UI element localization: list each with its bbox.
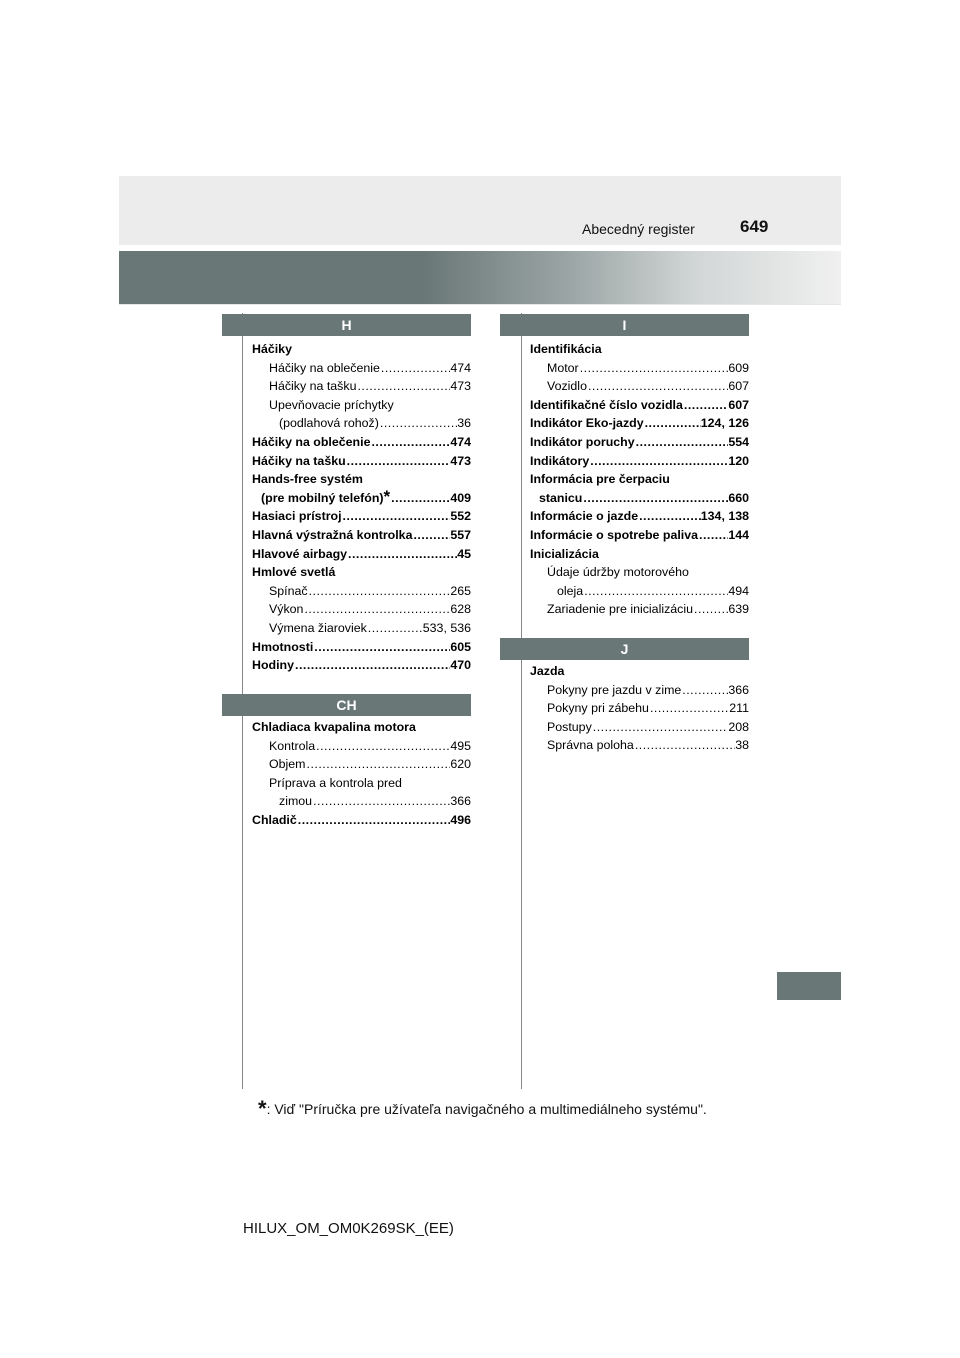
dot-leader (294, 656, 450, 675)
index-entry (252, 811, 471, 830)
index-entry (252, 737, 471, 756)
index-entry-term: Chladiaca kvapalina motora (252, 720, 416, 734)
index-entry (530, 681, 749, 700)
index-entry (530, 736, 749, 755)
index-entry (252, 433, 471, 452)
index-entry (252, 396, 471, 415)
dot-leader (681, 681, 728, 700)
index-entry-page: 552 (450, 509, 471, 524)
index-entry-page: 134, 138 (700, 509, 749, 524)
index-entry-term: Pokyny pri zábehu (547, 701, 649, 716)
index-entry-term: Identifikačné číslo vozidla (530, 397, 683, 412)
page-number: 649 (740, 217, 769, 236)
index-entry-page: 120 (728, 453, 749, 468)
index-entry-page: 607 (728, 379, 749, 394)
index-entry (530, 507, 749, 526)
index-entry (252, 359, 471, 378)
section-header-h: H (222, 314, 471, 336)
index-entry-term: Indikátor Eko-jazdy (530, 416, 644, 431)
index-entry (530, 718, 749, 737)
index-entry (530, 452, 749, 471)
dot-leader (356, 377, 450, 396)
index-entry-term: Zariadenie pre inicializáciu (547, 602, 694, 617)
index-entry (530, 414, 749, 433)
index-entry (252, 656, 471, 675)
index-entry-term: Hodiny (252, 658, 294, 673)
index-list-ch (252, 718, 471, 830)
index-entry-page: 473 (450, 379, 471, 394)
section-header-j: J (500, 638, 749, 660)
dot-leader (346, 452, 451, 471)
index-entry (252, 414, 471, 433)
index-entry (530, 699, 749, 718)
index-entry-page: 124, 126 (700, 416, 749, 431)
index-entry-page: 533, 536 (422, 620, 471, 635)
index-entry-term: Indikátor poruchy (530, 434, 635, 449)
dot-leader (644, 414, 701, 433)
index-entry (530, 600, 749, 619)
index-entry-page: 470 (450, 658, 471, 673)
index-entry-term: Indikátory (530, 453, 590, 468)
index-entry (530, 470, 749, 489)
index-entry (530, 563, 749, 582)
index-entry-term: Pokyny pre jazdu v zime (547, 682, 682, 697)
dot-leader (380, 359, 450, 378)
index-entry (530, 377, 749, 396)
index-entry-term: Háčiky na oblečenie (269, 360, 380, 375)
index-entry (252, 470, 471, 489)
index-entry-page: 554 (728, 434, 749, 449)
index-entry-term: Hlavná výstražná kontrolka (252, 527, 413, 542)
dot-leader (649, 699, 729, 718)
index-entry (252, 507, 471, 526)
index-entry-page: 494 (728, 583, 749, 598)
decorative-gradient-bar (119, 251, 841, 304)
dot-leader (297, 811, 451, 830)
index-entry (530, 582, 749, 601)
index-entry-page: 628 (450, 602, 471, 617)
index-entry-term: stanicu (539, 490, 583, 505)
dot-leader (306, 755, 451, 774)
section-header-i: I (500, 314, 749, 336)
index-entry (530, 489, 749, 508)
index-entry-page: 607 (728, 397, 749, 412)
index-list-j (530, 662, 749, 755)
index-entry-page: 45 (457, 546, 471, 561)
index-entry-term: Informácie o jazde (530, 509, 639, 524)
right-column-rule (521, 313, 522, 1089)
dot-leader (347, 545, 457, 564)
index-entry-term: Hmotnosti (252, 639, 314, 654)
footnote-text: : Viď "Príručka pre užívateľa navigačného a multimediálneho systému". (266, 1101, 707, 1117)
index-entry-term: Informácie o spotrebe paliva (530, 527, 699, 542)
index-entry-page: 620 (450, 757, 471, 772)
index-entry-term: Správna poloha (547, 738, 634, 753)
index-entry (252, 718, 471, 737)
index-entry-page: 366 (450, 794, 471, 809)
index-entry (530, 340, 749, 359)
dot-leader (589, 452, 728, 471)
dot-leader (370, 433, 450, 452)
footnote (258, 1096, 707, 1122)
index-entry-term: Hlavové airbagy (252, 546, 348, 561)
dot-leader (367, 619, 423, 638)
header-band (119, 176, 841, 245)
index-entry-page: 474 (450, 360, 471, 375)
index-entry-page: 609 (728, 360, 749, 375)
index-entry-term: Údaje údržby motorového (547, 565, 689, 580)
dot-leader (315, 737, 450, 756)
index-entry-page: 639 (728, 602, 749, 617)
dot-leader (638, 507, 701, 526)
index-entry-term: Príprava a kontrola pred (269, 775, 402, 790)
dot-leader (583, 582, 728, 601)
index-entry-page: 366 (728, 682, 749, 697)
index-entry-term: Inicializácia (530, 546, 599, 561)
index-entry-page: 496 (450, 812, 471, 827)
dot-leader (635, 433, 729, 452)
index-entry-term: Informácia pre čerpaciu (530, 472, 670, 487)
index-entry-page: 38 (735, 738, 749, 753)
index-entry-term: Jazda (530, 664, 565, 678)
index-entry-term: (pre mobilný telefón) (261, 490, 384, 505)
index-entry (252, 340, 471, 359)
index-entry-term: Výkon (269, 602, 304, 617)
dot-leader (313, 638, 450, 657)
index-entry (252, 582, 471, 601)
index-entry-page: 474 (450, 434, 471, 449)
index-entry (530, 359, 749, 378)
index-entry (252, 545, 471, 564)
dot-leader (582, 489, 728, 508)
index-entry-term: Háčiky na tašku (252, 453, 346, 468)
dot-leader (342, 507, 451, 526)
index-entry (530, 396, 749, 415)
index-entry-term: Háčiky (252, 342, 292, 356)
index-entry-term: Hands-free systém (252, 472, 363, 487)
index-entry (252, 600, 471, 619)
index-entry-term: Objem (269, 757, 306, 772)
index-entry-page: 208 (728, 719, 749, 734)
dot-leader (390, 489, 450, 508)
index-entry-term: Hmlové svetlá (252, 565, 336, 580)
index-entry-page: 265 (450, 583, 471, 598)
index-entry-page: 409 (450, 490, 471, 505)
index-entry-page: 557 (450, 527, 471, 542)
dot-leader (587, 377, 728, 396)
index-entry-term: Vozidlo (547, 379, 587, 394)
running-header-title: Abecedný register (582, 221, 695, 237)
index-entry (252, 792, 471, 811)
index-entry (530, 526, 749, 545)
dot-leader (634, 736, 735, 755)
index-entry (530, 433, 749, 452)
index-entry-term: Kontrola (269, 738, 316, 753)
index-entry-term: Motor (547, 360, 579, 375)
index-entry (530, 662, 749, 681)
index-entry-page: 211 (729, 701, 749, 716)
index-entry-term: zimou (279, 794, 313, 809)
index-entry (252, 452, 471, 471)
index-list-h (252, 340, 471, 675)
index-entry-term: Háčiky na oblečenie (252, 434, 371, 449)
index-entry-term: Upevňovacie príchytky (269, 397, 394, 412)
divider (119, 304, 841, 305)
index-entry (252, 526, 471, 545)
dot-leader (412, 526, 450, 545)
index-entry-term: Výmena žiaroviek (269, 620, 367, 635)
dot-leader (308, 582, 451, 601)
index-entry (252, 638, 471, 657)
index-entry-term: Spínač (269, 583, 308, 598)
index-entry-page: 36 (457, 416, 471, 431)
index-entry-term: Hasiaci prístroj (252, 509, 342, 524)
index-entry-page: 144 (728, 527, 749, 542)
index-entry-term: Chladič (252, 812, 297, 827)
index-entry (530, 545, 749, 564)
index-list-i (530, 340, 749, 619)
index-entry: (pre mobilný telefón) * ..... 409 (252, 489, 471, 508)
index-entry-page: 605 (450, 639, 471, 654)
section-header-ch: CH (222, 694, 471, 716)
index-entry-term: Háčiky na tašku (269, 379, 357, 394)
footnote-marker: * (258, 1096, 267, 1121)
dot-leader (693, 600, 728, 619)
dot-leader (579, 359, 729, 378)
dot-leader (698, 526, 728, 545)
dot-leader (592, 718, 729, 737)
dot-leader (312, 792, 450, 811)
dot-leader (303, 600, 450, 619)
index-entry (252, 755, 471, 774)
dot-leader (379, 414, 457, 433)
document-code: HILUX_OM_OM0K269SK_(EE) (243, 1220, 454, 1237)
index-entry-page: 660 (728, 490, 749, 505)
index-entry (252, 619, 471, 638)
index-entry (252, 774, 471, 793)
index-entry-term: Identifikácia (530, 342, 602, 356)
index-entry (252, 563, 471, 582)
index-entry-term: oleja (557, 583, 584, 598)
dot-leader (683, 396, 728, 415)
chapter-side-tab (777, 972, 841, 1000)
index-entry (252, 377, 471, 396)
index-entry-page: 495 (450, 738, 471, 753)
index-entry-term: (podlahová rohož) (279, 416, 379, 431)
index-entry-term: Postupy (547, 719, 592, 734)
index-entry-page: 473 (450, 453, 471, 468)
